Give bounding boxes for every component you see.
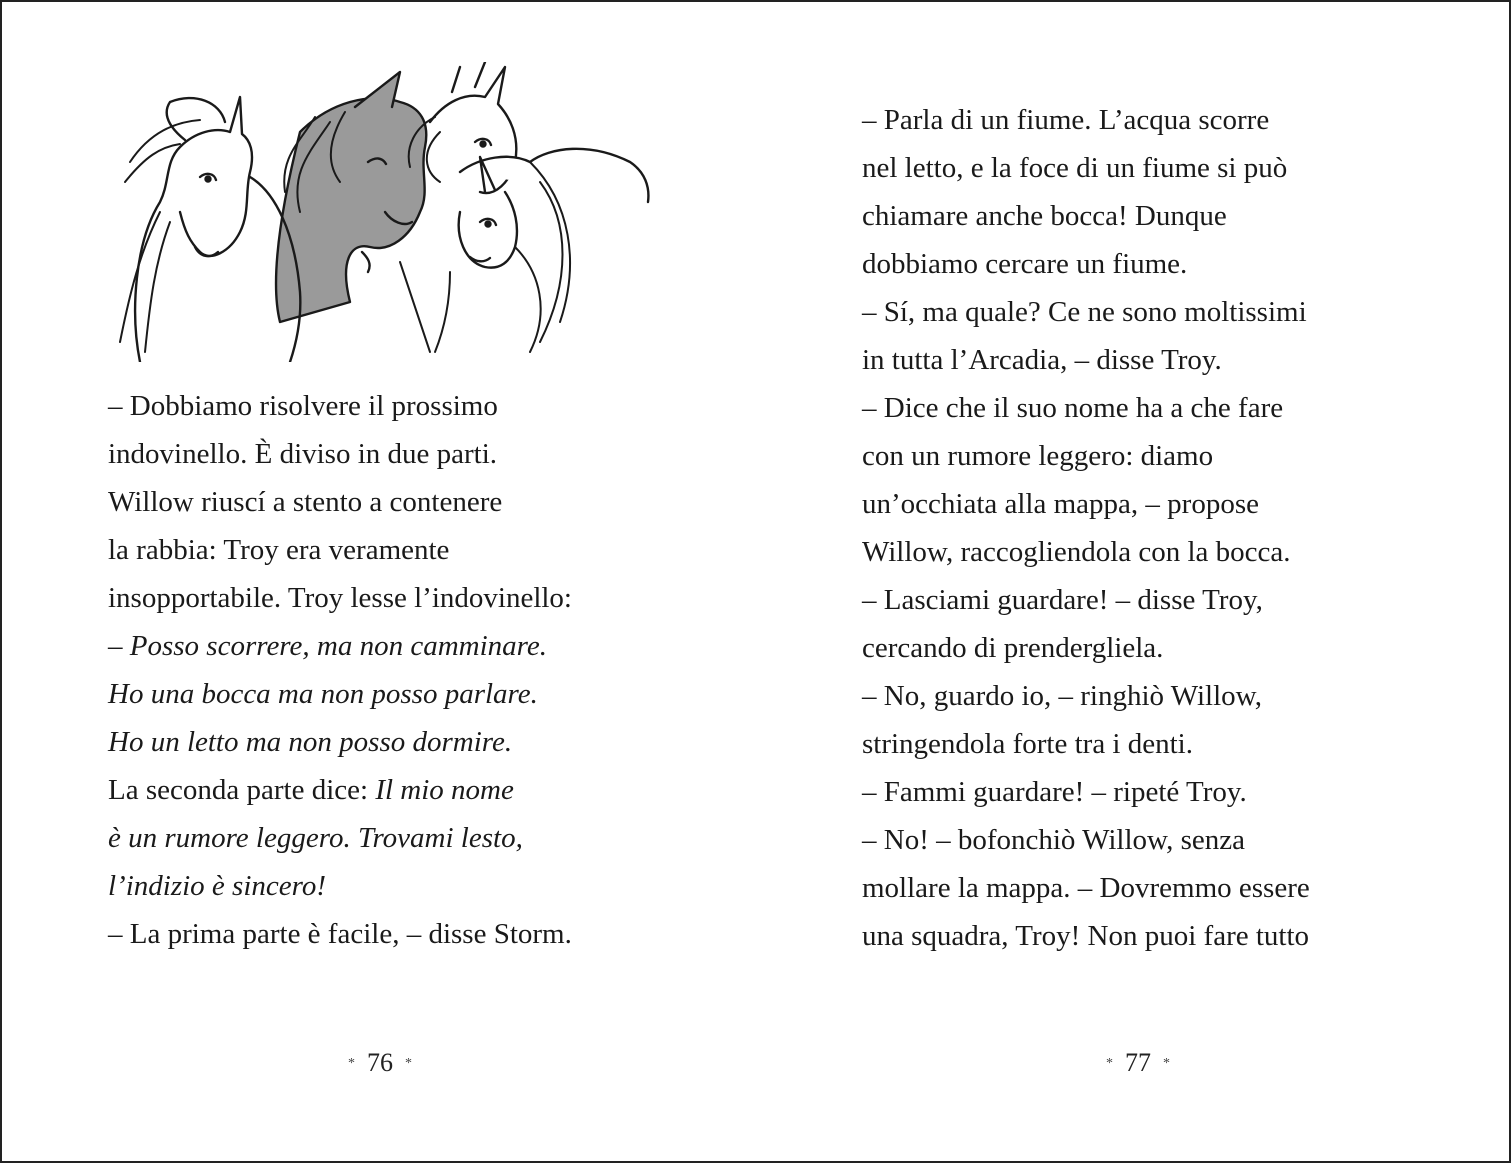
right-page <box>757 2 1511 1161</box>
text-line: Ho una bocca ma non posso parlare. <box>108 678 538 710</box>
text-line: – No! – bofonchiò Willow, senza <box>862 824 1246 856</box>
text-line: dobbiamo cercare un fiume. <box>862 248 1188 280</box>
text-line: – Posso scorrere, ma non camminare. <box>108 630 547 662</box>
text-line: indovinello. È diviso in due parti. <box>108 438 498 470</box>
text-line: l’indizio è sincero! <box>108 870 326 902</box>
text-line: – Sí, ma quale? Ce ne sono moltissimi <box>862 296 1307 328</box>
text-line: – Parla di un fiume. L’acqua scorre <box>862 104 1270 136</box>
text-line: – La prima parte è facile, – disse Storm. <box>108 918 572 950</box>
text-line: è un rumore leggero. Trovami lesto, <box>108 822 523 854</box>
text-line: una squadra, Troy! Non puoi fare tutto <box>862 920 1310 952</box>
text-line: mollare la mappa. – Dovremmo essere <box>862 872 1310 904</box>
left-page-body <box>108 382 572 958</box>
text-line: Willow riuscí a stento a contenere <box>108 486 503 518</box>
text-line: – Dobbiamo risolvere il prossimo <box>108 390 498 422</box>
text-line: stringendola forte tra i denti. <box>862 728 1193 760</box>
right-page-body <box>862 96 1310 960</box>
text-line: la rabbia: Troy era veramente <box>108 534 450 566</box>
page-number: * 77 * <box>1106 1048 1170 1077</box>
text-line: nel letto, e la foce di un fiume si può <box>862 152 1288 184</box>
unicorns-illustration-icon <box>100 62 660 362</box>
star-icon: * <box>405 1056 412 1071</box>
page-number: * 76 * <box>348 1048 412 1077</box>
text-line: – No, guardo io, – ringhiò Willow, <box>862 680 1262 712</box>
text-line: Willow, raccogliendola con la bocca. <box>862 536 1291 568</box>
text-line: cercando di prendergliela. <box>862 632 1164 664</box>
text-line: con un rumore leggero: diamo <box>862 440 1214 472</box>
text-line: in tutta l’Arcadia, – disse Troy. <box>862 344 1222 376</box>
text-line: insopportabile. Troy lesse l’indovinello: <box>108 582 572 614</box>
text-line: – Fammi guardare! – ripeté Troy. <box>862 776 1247 808</box>
text-line: – Lasciami guardare! – disse Troy, <box>862 584 1263 616</box>
text-line: Ho un letto ma non posso dormire. <box>108 726 513 758</box>
star-icon: * <box>348 1056 355 1071</box>
star-icon: * <box>1163 1056 1170 1071</box>
left-page <box>2 2 757 1161</box>
star-icon: * <box>1106 1056 1113 1071</box>
text-line: – Dice che il suo nome ha a che fare <box>862 392 1284 424</box>
text-line: un’occhiata alla mappa, – propose <box>862 488 1259 520</box>
text-line: La seconda parte dice: Il mio nome <box>108 774 514 806</box>
text-line: chiamare anche bocca! Dunque <box>862 200 1227 232</box>
